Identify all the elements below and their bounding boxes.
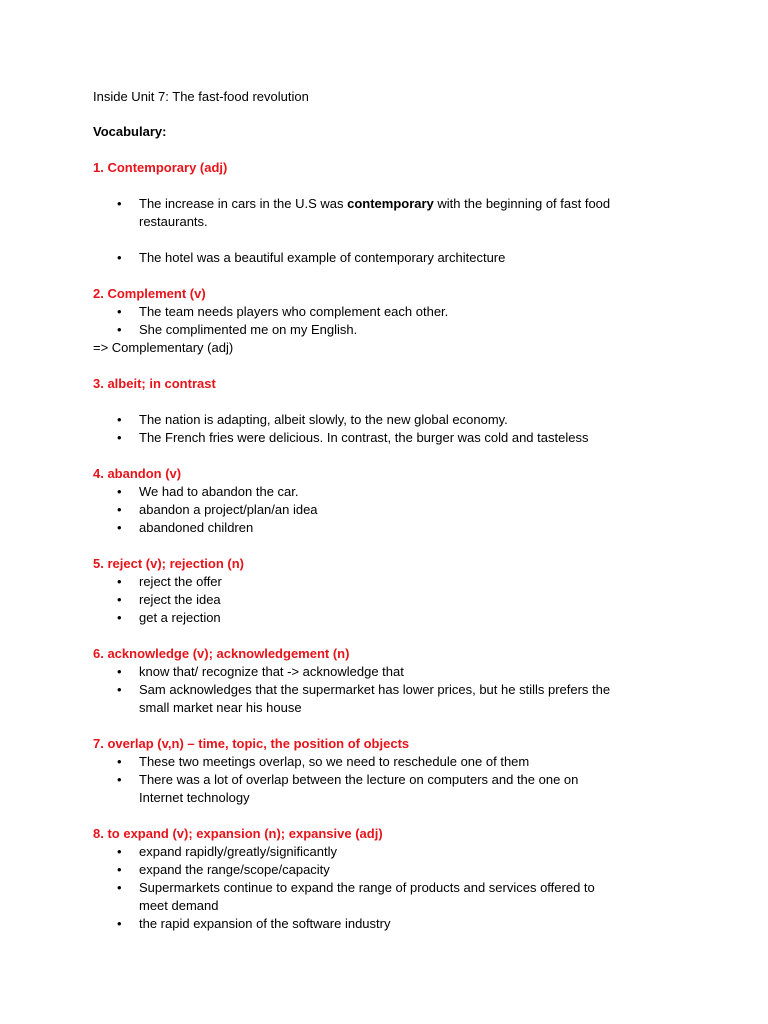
list-item: • The hotel was a beautiful example of contemporary architecture (117, 250, 506, 265)
bullet-icon: • (117, 502, 122, 517)
list-item: • These two meetings overlap, so we need to reschedule one of them (117, 754, 530, 769)
section-reject (93, 555, 693, 627)
bold-term: contemporary (347, 196, 434, 211)
section-heading: 4. abandon (v) (93, 466, 182, 481)
list-item: • The French fries were delicious. In contrast, the burger was cold and tasteless (117, 430, 589, 445)
example-list (93, 573, 693, 627)
section-abandon (93, 465, 693, 537)
bullet-icon: • (117, 430, 122, 445)
derived-form-note: => Complementary (adj) (93, 340, 234, 355)
list-item: • The increase in cars in the U.S was contemporary with the beginning of fast food restaurants. (117, 196, 611, 229)
bullet-icon: • (117, 754, 122, 769)
bullet-icon: • (117, 664, 122, 679)
bullet-icon: • (117, 844, 122, 859)
bullet-icon: • (117, 592, 122, 607)
bullet-icon: • (117, 484, 122, 499)
bullet-icon: • (117, 682, 122, 697)
section-heading: 8. to expand (v); expansion (n); expansive (adj) (93, 826, 383, 841)
bullet-icon: • (117, 916, 122, 931)
bullet-icon: • (117, 574, 122, 589)
document-page (93, 88, 693, 951)
bullet-icon: • (117, 412, 122, 427)
list-item: • abandon a project/plan/an idea (117, 502, 318, 517)
section-heading: 7. overlap (v,n) – time, topic, the position of objects (93, 736, 410, 751)
section-heading: 1. Contemporary (adj) (93, 160, 228, 175)
list-item: • abandoned children (117, 520, 254, 535)
section-heading: 2. Complement (v) (93, 286, 206, 301)
section-albeit (93, 375, 693, 447)
bullet-icon: • (117, 862, 122, 877)
list-item: • the rapid expansion of the software industry (117, 916, 391, 931)
list-item: • We had to abandon the car. (117, 484, 299, 499)
list-item: • reject the offer (117, 574, 222, 589)
list-item: • The team needs players who complement each other. (117, 304, 449, 319)
section-overlap (93, 735, 693, 807)
bullet-icon: • (117, 196, 122, 211)
example-list (93, 483, 693, 537)
bullet-icon: • (117, 250, 122, 265)
section-complement (93, 285, 693, 357)
bullet-icon: • (117, 772, 122, 787)
section-contemporary (93, 159, 693, 267)
list-item: • expand rapidly/greatly/significantly (117, 844, 337, 859)
example-list (93, 663, 693, 717)
vocabulary-label: Vocabulary: (93, 124, 167, 139)
example-list (93, 753, 693, 807)
list-item: • There was a lot of overlap between the lecture on computers and the one on Internet technology (117, 772, 579, 805)
example-list (93, 303, 693, 339)
section-expand (93, 825, 693, 933)
section-heading: 6. acknowledge (v); acknowledgement (n) (93, 646, 350, 661)
bullet-icon: • (117, 322, 122, 337)
list-item: • get a rejection (117, 610, 221, 625)
section-heading: 3. albeit; in contrast (93, 376, 216, 391)
bullet-icon: • (117, 304, 122, 319)
list-item: • She complimented me on my English. (117, 322, 358, 337)
bullet-icon: • (117, 880, 122, 895)
example-list (93, 411, 693, 447)
example-list (93, 843, 693, 933)
bullet-icon: • (117, 610, 122, 625)
list-item: • Supermarkets continue to expand the range of products and services offered to meet demand (117, 880, 595, 913)
list-item: • The nation is adapting, albeit slowly, to the new global economy. (117, 412, 508, 427)
bullet-icon: • (117, 520, 122, 535)
section-acknowledge (93, 645, 693, 717)
section-heading: 5. reject (v); rejection (n) (93, 556, 244, 571)
document-title: Inside Unit 7: The fast-food revolution (93, 89, 309, 104)
list-item: • reject the idea (117, 592, 221, 607)
list-item: • Sam acknowledges that the supermarket has lower prices, but he stills prefers the small market near his house (117, 682, 611, 715)
example-list (93, 195, 693, 267)
list-item: • expand the range/scope/capacity (117, 862, 330, 877)
list-item: • know that/ recognize that -> acknowledge that (117, 664, 404, 679)
